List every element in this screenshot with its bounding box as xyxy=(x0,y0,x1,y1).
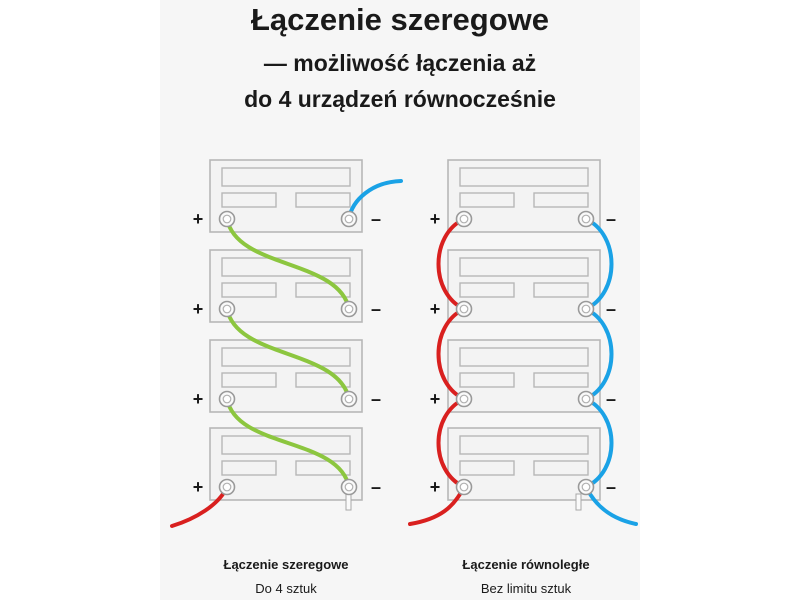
terminal-post xyxy=(223,395,231,403)
series-label: Łączenie szeregowe xyxy=(223,557,349,572)
minus-sign: – xyxy=(605,477,617,497)
terminal-post xyxy=(582,305,590,313)
unit-foot xyxy=(576,494,581,510)
parallel-connection-diagram xyxy=(410,160,636,524)
terminal-post xyxy=(345,395,353,403)
minus-sign: – xyxy=(605,389,617,409)
plus-sign: + xyxy=(429,299,441,319)
terminal-post xyxy=(582,215,590,223)
minus-sign: – xyxy=(370,209,382,229)
terminal-post xyxy=(345,215,353,223)
terminal-post xyxy=(345,483,353,491)
terminal-post xyxy=(582,395,590,403)
plus-sign: + xyxy=(429,209,441,229)
plus-sign: + xyxy=(192,477,204,497)
terminal-post xyxy=(582,483,590,491)
minus-sign: – xyxy=(370,299,382,319)
series-connection-diagram xyxy=(172,160,401,526)
plus-sign: + xyxy=(429,477,441,497)
terminal-post xyxy=(223,483,231,491)
page-subtitle-line-2: do 4 urządzeń równocześnie xyxy=(244,86,556,112)
series-sublabel: Do 4 sztuk xyxy=(255,581,317,596)
terminal-post xyxy=(223,215,231,223)
minus-sign: – xyxy=(605,209,617,229)
plus-sign: + xyxy=(429,389,441,409)
terminal-post xyxy=(460,305,468,313)
plus-sign: + xyxy=(192,209,204,229)
terminal-post xyxy=(460,395,468,403)
terminal-post xyxy=(345,305,353,313)
plus-sign: + xyxy=(192,389,204,409)
minus-sign: – xyxy=(370,389,382,409)
plus-sign: + xyxy=(192,299,204,319)
parallel-sublabel: Bez limitu sztuk xyxy=(480,581,572,596)
page-subtitle-line-1: — możliwość łączenia aż xyxy=(263,50,537,76)
terminal-post xyxy=(460,483,468,491)
page-title: Łączenie szeregowe xyxy=(250,2,550,37)
minus-sign: – xyxy=(370,477,382,497)
unit-foot xyxy=(346,494,351,510)
minus-sign: – xyxy=(605,299,617,319)
terminal-post xyxy=(460,215,468,223)
terminal-post xyxy=(223,305,231,313)
parallel-label: Łączenie równoległe xyxy=(462,557,590,572)
